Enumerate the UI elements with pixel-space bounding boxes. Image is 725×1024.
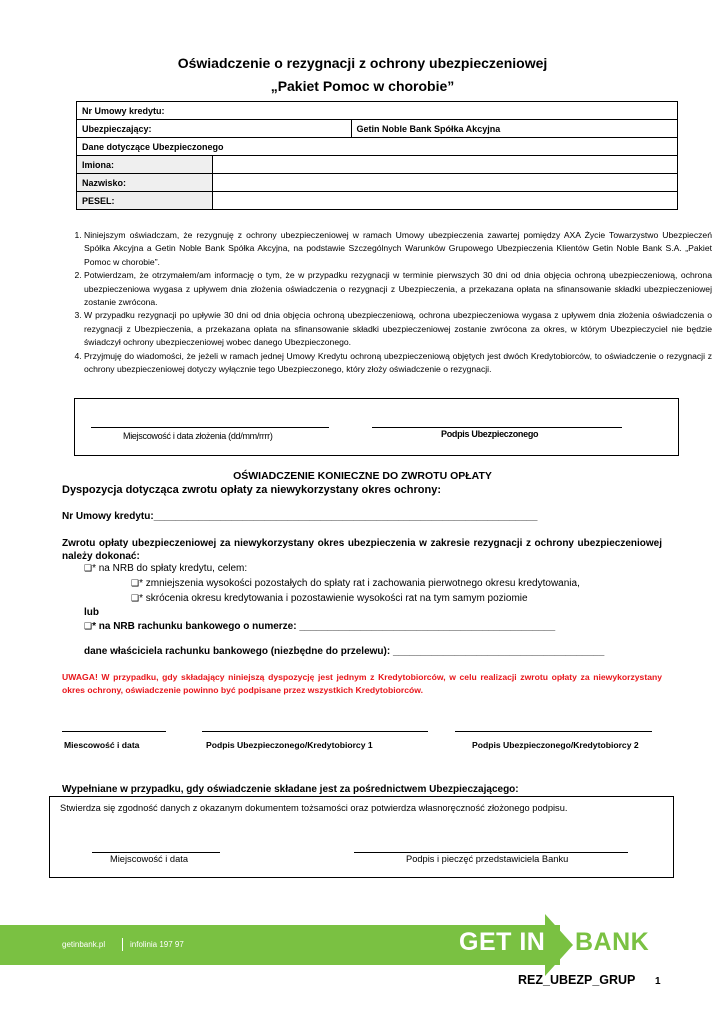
footer-bar <box>0 925 560 965</box>
bank-signature-caption: Podpis i pieczęć przedstawiciela Banku <box>406 854 569 864</box>
agent-place-date-line[interactable] <box>92 852 220 853</box>
table-row <box>77 174 678 192</box>
agent-confirmation: Stwierdza się zgodność danych z okazanym dokumentem tożsamości oraz potwierdza własnoręczność złożonego podpisu. <box>60 803 568 813</box>
statements-list <box>62 229 712 376</box>
list-item: 1. Niniejszym oświadczam, że rezygnuję z ochrony ubezpieczeniowej w ramach Umowy ubezpieczenia zawartej pomiędzy AXA Życie Towarzystwo Ubezpieczeń Spółka Akcyjna a Getin Noble Bank Spółka Akcyjna, na podstawie Szczególnych Warunków Grupowego Ubezpieczenia Klientów Getin Noble Bank S.A. „Pakiet Pomoc w chorobie”. <box>84 229 712 269</box>
option-reduce-label: * zmniejszenia wysokości pozostałych do spłaty rat i zachowania pierwotnego okresu kredytowania, <box>139 578 580 589</box>
table-row <box>77 192 678 210</box>
surname-field[interactable] <box>213 174 678 192</box>
signature1-caption: Podpis Ubezpieczonego/Kredytobiorcy 1 <box>206 740 373 750</box>
document-title: Oświadczenie o rezygnacji z ochrony ubezpieczeniowej <box>177 55 548 71</box>
first-names-label: Imiona: <box>77 156 213 174</box>
list-item: 3. W przypadku rezygnacji po upływie 30 dni od dnia objęcia ochroną ubezpieczeniową, ochrona ubezpieczeniowa wygasa z upływem dnia złożenia oświadczenia o rezygnacji z Ubezpieczenia, a przekazana opłata na sfinansowanie składki ubezpieczeniowej zostanie zwrócona za okres, w którym Ubezpieczyciel nie będzie świadczył ochrony ubezpieczeniowej wobec danego Ubezpieczonego. <box>84 309 712 349</box>
refund-loan-number <box>62 511 537 522</box>
footer-hotline: infolinia 197 97 <box>130 940 184 949</box>
or-label: lub <box>84 607 99 618</box>
place-date-caption: Miescowość i data <box>64 740 140 750</box>
logo-bank: BANK <box>575 928 650 956</box>
pesel-label: PESEL: <box>77 192 213 210</box>
insurer-value: Getin Noble Bank Spółka Akcyjna <box>351 120 678 138</box>
place-date-line[interactable] <box>62 731 166 732</box>
refund-instruction: Zwrotu opłaty ubezpieczeniowej za niewykorzystany okres ubezpieczenia w zakresie rezygnacji z ochrony ubezpieczeniowej należy dokonać: <box>62 538 662 562</box>
loan-number-cell[interactable]: Nr Umowy kredytu: <box>77 102 678 120</box>
table-row <box>77 120 678 138</box>
agent-box <box>49 796 674 878</box>
signature-line[interactable] <box>372 427 622 428</box>
option-reduce-installments[interactable] <box>131 578 580 589</box>
checkbox-icon[interactable]: ❑ <box>84 622 93 632</box>
agent-place-date-caption: Miejscowość i data <box>110 854 189 864</box>
list-item: 2. Potwierdzam, że otrzymałem/am informację o tym, że w przypadku rezygnacji w terminie pierwszych 30 dni od dnia objęcia ochroną ubezpieczeniową, ochrona ubezpieczeniowa wygasa z upływem dnia złożenia oświadczenia o rezygnacji z Ubezpieczenia, a przekazana opłata na sfinansowanie składki ubezpieczeniowej zostanie zwrócona. <box>84 269 712 309</box>
list-item: 4. Przyjmuję do wiadomości, że jeżeli w ramach jednej Umowy Kredytu ochroną ubezpieczeniową objętych jest dwóch Kredytobiorców, to oświadczenie o rezygnacji z ochrony ubezpieczeniowej dotyczy wyłącznie tego Ubezpieczonego, który złoży oświadczenie o rezygnacji. <box>84 350 712 377</box>
account-owner-label: dane właściciela rachunku bankowego (niezbędne do przelewu): <box>84 646 391 657</box>
place-date-caption: Miejscowość i data złożenia (dd/mm/rrrr) <box>123 431 273 441</box>
option-nrb-loan-label: * na NRB do spłaty kredytu, celem: <box>92 563 248 574</box>
page-number: 1 <box>655 976 661 987</box>
option-shorten-period[interactable] <box>131 593 528 604</box>
footer-website[interactable]: getinbank.pl <box>62 940 106 949</box>
insurer-spacer <box>213 120 352 138</box>
option-nrb-account[interactable] <box>84 621 555 632</box>
account-number-input[interactable]: ______________________________________________ <box>299 621 556 632</box>
table-row <box>77 138 678 156</box>
refund-subheading: Dyspozycja dotycząca zwrotu opłaty za niewykorzystany okres ochrony: <box>62 484 442 496</box>
place-date-line[interactable] <box>91 427 329 428</box>
refund-loan-number-label: Nr Umowy kredytu: <box>62 511 154 522</box>
refund-heading: OŚWIADCZENIE KONIECZNE DO ZWROTU OPŁATY <box>233 470 492 482</box>
pesel-field[interactable] <box>213 192 678 210</box>
agent-heading: Wypełniane w przypadku, gdy oświadczenie składane jest za pośrednictwem Ubezpieczającego: <box>62 784 519 795</box>
form-code: REZ_UBEZP_GRUP <box>518 973 636 987</box>
checkbox-icon[interactable]: ❑ <box>131 579 140 589</box>
signature2-line[interactable] <box>455 731 652 732</box>
table-row <box>77 156 678 174</box>
table-row <box>77 102 678 120</box>
header-table <box>76 101 678 210</box>
insurer-label: Ubezpieczający: <box>77 120 213 138</box>
option-nrb-account-label: * na NRB rachunku bankowego o numerze: <box>92 621 297 632</box>
bank-signature-line[interactable] <box>354 852 628 853</box>
refund-loan-number-input[interactable]: _____________________________________________________________________ <box>153 511 538 522</box>
insured-signature-caption: Podpis Ubezpieczonego <box>441 429 539 439</box>
signature1-line[interactable] <box>202 731 428 732</box>
insured-data-label: Dane dotyczące Ubezpieczonego <box>77 138 678 156</box>
option-shorten-label: * skrócenia okresu kredytowania i pozostawienie wysokości rat na tym samym poziomie <box>139 593 528 604</box>
warning-note: UWAGA! W przypadku, gdy składający niniejszą dyspozycję jest jednym z Kredytobiorców, w celu realizacji zwrotu opłaty za niewykorzystany okres ochrony, oświadczenie powinno być podpisane przez wszystkich Kredytobiorców. <box>62 672 662 695</box>
account-owner-input[interactable]: ______________________________________ <box>392 646 605 657</box>
first-names-field[interactable] <box>213 156 678 174</box>
document-subtitle: „Pakiet Pomoc w chorobie” <box>270 78 455 94</box>
option-nrb-loan[interactable] <box>84 563 247 574</box>
logo-get-in: GET IN <box>459 928 546 956</box>
checkbox-icon[interactable]: ❑ <box>84 564 93 574</box>
surname-label: Nazwisko: <box>77 174 213 192</box>
checkbox-icon[interactable]: ❑ <box>131 594 140 604</box>
account-owner <box>84 646 604 657</box>
footer-divider <box>122 938 123 951</box>
insured-signature-box <box>74 398 679 456</box>
signature2-caption: Podpis Ubezpieczonego/Kredytobiorcy 2 <box>472 740 639 750</box>
logo-arrow-icon <box>545 914 573 976</box>
